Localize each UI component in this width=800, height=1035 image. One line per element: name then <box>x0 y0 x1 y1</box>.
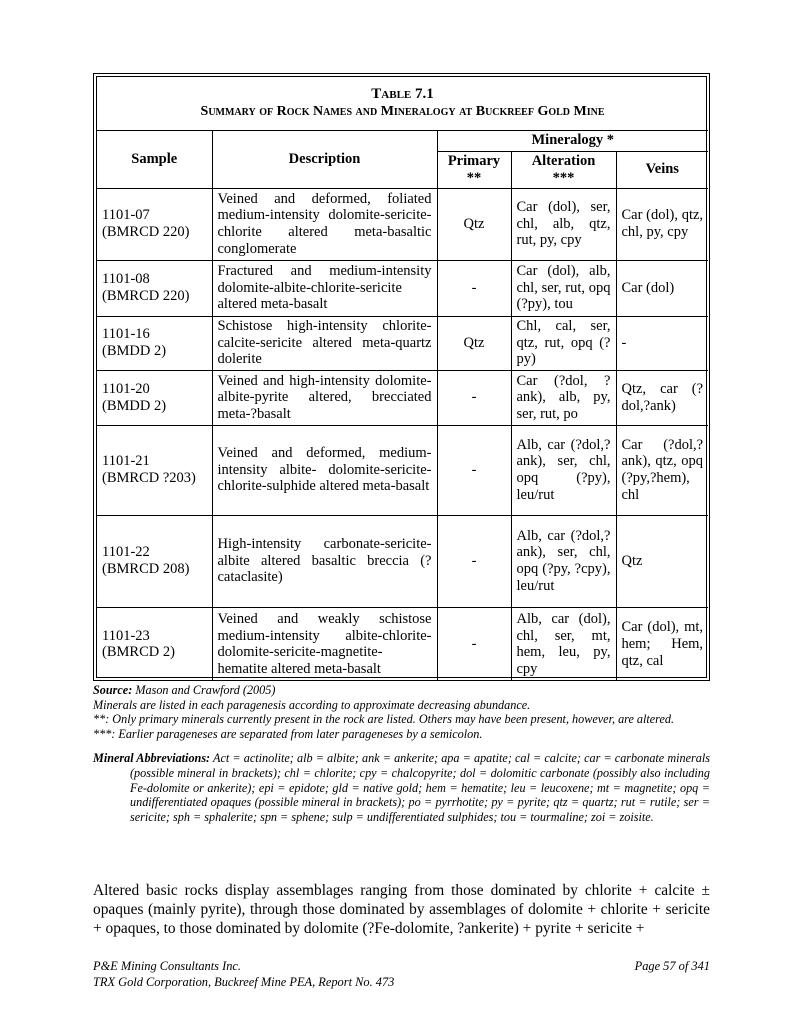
page-footer <box>93 958 710 990</box>
table-row <box>97 370 708 425</box>
header-alteration-label: Alteration <box>531 152 596 169</box>
veins-cell: Car (dol), mt, hem; Hem, qtz, cal <box>616 607 708 681</box>
table-row <box>97 425 708 515</box>
veins-cell: Qtz <box>616 515 708 607</box>
header-mineralogy: Mineralogy * <box>437 130 708 151</box>
primary-cell: Qtz <box>437 316 511 370</box>
mineral-abbreviations <box>93 751 710 824</box>
table-notes <box>93 683 710 824</box>
sample-cell <box>97 607 212 681</box>
source-text: Mason and Crawford (2005) <box>135 683 276 697</box>
sample-id: 1101-20 <box>102 380 150 397</box>
sample-hole: (BMDD 2) <box>102 397 167 414</box>
note-abundance: Minerals are listed in each paragenesis according to approximate decreasing abundance. <box>93 697 531 712</box>
table-row <box>97 607 708 681</box>
alteration-cell: Alb, car (dol), chl, ser, mt, hem, leu, py, cpy <box>511 607 616 681</box>
alteration-cell: Chl, cal, ser, qtz, rut, opq (?py) <box>511 316 616 370</box>
table-title: Table 7.1 <box>371 86 434 103</box>
header-primary-label: Primary <box>447 152 501 169</box>
source-note <box>93 683 710 698</box>
primary-cell: - <box>437 370 511 425</box>
alteration-cell: Car (?dol, ?ank), alb, py, ser, rut, po <box>511 370 616 425</box>
sample-hole: (BMRCD 220) <box>102 224 190 240</box>
sample-hole: (BMRCD ?203) <box>102 470 196 486</box>
header-primary <box>437 151 511 188</box>
sample-id: 1101-16 <box>102 326 150 343</box>
alteration-cell: Alb, car (?dol,?ank), ser, chl, opq (?py), leu/rut <box>511 425 616 515</box>
primary-cell: - <box>437 425 511 515</box>
sample-cell <box>97 316 212 370</box>
sample-cell <box>97 260 212 316</box>
description-cell: Fractured and medium-intensity dolomite-albite-chlorite-sericite altered meta-basalt <box>212 260 437 316</box>
footer-page-number: Page 57 of 341 <box>634 959 710 973</box>
alteration-cell: Car (dol), alb, chl, ser, rut, opq (?py), tou <box>511 260 616 316</box>
sample-cell <box>97 188 212 260</box>
header-alteration <box>511 151 616 188</box>
primary-cell: - <box>437 515 511 607</box>
veins-cell: Car (?dol,?ank), qtz, opq (?py,?hem), chl <box>616 425 708 515</box>
table-row <box>97 188 708 260</box>
sample-cell <box>97 370 212 425</box>
description-cell: Veined and weakly schistose medium-intensity albite-chlorite-dolomite-sericite-magnetite-hematite altered meta-basalt <box>212 607 437 681</box>
header-veins: Veins <box>616 151 708 188</box>
sample-hole: (BMRCD 208) <box>102 561 190 577</box>
mineralogy-table <box>97 77 708 681</box>
footer-report: TRX Gold Corporation, Buckreef Mine PEA, Report No. 473 <box>93 975 395 989</box>
sample-id: 1101-07 <box>102 207 150 224</box>
table-inner-frame <box>96 76 707 678</box>
veins-cell: Qtz, car (?dol,?ank) <box>616 370 708 425</box>
primary-cell: - <box>437 260 511 316</box>
veins-cell: Car (dol), qtz, chl, py, cpy <box>616 188 708 260</box>
table-frame <box>93 73 710 681</box>
table-subtitle: Summary of Rock Names and Mineralogy at Buckreef Gold Mine <box>200 104 605 120</box>
header-alteration-note: *** <box>552 169 575 186</box>
alteration-cell: Car (dol), ser, chl, alb, qtz, rut, py, cpy <box>511 188 616 260</box>
veins-cell: - <box>616 316 708 370</box>
description-cell: High-intensity carbonate-sericite-albite altered basaltic breccia (?cataclasite) <box>212 515 437 607</box>
sample-hole: (BMRCD 220) <box>102 288 190 304</box>
primary-cell: Qtz <box>437 188 511 260</box>
description-cell: Veined and high-intensity dolomite-albite-pyrite altered, brecciated meta-?basalt <box>212 370 437 425</box>
sample-id: 1101-08 <box>102 271 150 288</box>
primary-cell: - <box>437 607 511 681</box>
header-primary-note: ** <box>466 169 482 186</box>
sample-id: 1101-23 <box>102 627 150 644</box>
sample-id: 1101-21 <box>102 453 150 470</box>
alteration-cell: Alb, car (?dol,?ank), ser, chl, opq (?py, ?cpy), leu/rut <box>511 515 616 607</box>
table-row <box>97 515 708 607</box>
source-label: Source: <box>93 683 133 697</box>
header-sample: Sample <box>97 130 212 188</box>
description-cell: Veined and deformed, medium-intensity albite- dolomite-sericite-chlorite-sulphide altered meta-basalt <box>212 425 437 515</box>
abbreviations-label: Mineral Abbreviations: <box>93 751 211 766</box>
description-cell: Schistose high-intensity chlorite-calcite-sericite altered meta-quartz dolerite <box>212 316 437 370</box>
veins-cell: Car (dol) <box>616 260 708 316</box>
description-cell: Veined and deformed, foliated medium-intensity dolomite-sericite-chlorite altered meta-basaltic conglomerate <box>212 188 437 260</box>
sample-id: 1101-22 <box>102 544 150 561</box>
footer-company: P&E Mining Consultants Inc. <box>93 959 241 973</box>
sample-hole: (BMDD 2) <box>102 343 167 359</box>
sample-cell <box>97 425 212 515</box>
sample-cell <box>97 515 212 607</box>
body-paragraph: Altered basic rocks display assemblages ranging from those dominated by chlorite + calcite ± opaques (mainly pyrite), through those dominated by assemblages of dolomite + chlorite + sericite + opaques, to those dominated by dolomite (?Fe-dolomite, ?ankerite) + pyrite + sericite + <box>93 882 710 937</box>
abbreviations-text: Act = actinolite; alb = albite; ank = ankerite; apa = apatite; cal = calcite; car = carbonate minerals (possible mineral in brackets); chl = chlorite; cpy = chalcopyrite; dol = dolomitic carbonate (possibly also including Fe-dolomite or ankerite); epi = epidote; gld = native gold; hem = hematite; leu = leucoxene; mt = magnetite; opq = undifferentiated opaques (possible mineral in brackets); po = pyrrhotite; py = pyrite; qtz = quartz; rut = rutile; ser = sericite; sph = sphalerite; spn = sphene; sulp = undifferentiated sulphides; tou = tourmaline; zoi = zoisite. <box>130 751 711 824</box>
table-caption <box>97 77 708 130</box>
header-description: Description <box>212 130 437 188</box>
table-row <box>97 260 708 316</box>
table-row <box>97 316 708 370</box>
note-parageneses: ***: Earlier parageneses are separated from later parageneses by a semicolon. <box>93 726 483 741</box>
note-primary-minerals: **: Only primary minerals currently present in the rock are listed. Others may have been present, however, are altered. <box>93 712 675 727</box>
sample-hole: (BMRCD 2) <box>102 644 175 661</box>
